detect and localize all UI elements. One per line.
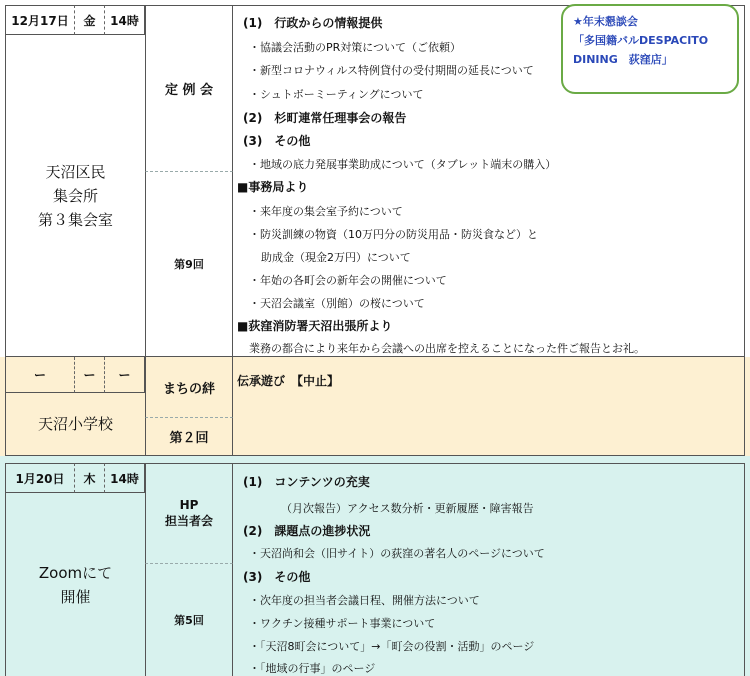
content-line: ・協議会活動のPR対策について（ご依頼） bbox=[249, 41, 462, 54]
content-line: (2) 杉町連常任理事会の報告 bbox=[243, 111, 407, 125]
row2-time: ー bbox=[105, 357, 145, 393]
content-line: 助成金（現金2万円）について bbox=[261, 251, 411, 264]
row3-meeting-number: 第5回 bbox=[145, 563, 233, 676]
note-line: 「多国籍バルDESPACITO bbox=[573, 34, 709, 47]
row2-meeting-number: 第２回 bbox=[145, 417, 233, 456]
content-line: ■荻窪消防署天沼出張所より bbox=[237, 319, 393, 333]
venue-line: 開催 bbox=[60, 587, 91, 606]
content-line: ・ワクチン接種サポート事業について bbox=[249, 617, 436, 630]
row3-meeting-type bbox=[145, 463, 233, 563]
venue-line: Zoomにて bbox=[38, 563, 113, 582]
content-line: ■事務局より bbox=[237, 180, 309, 194]
content-line: ・防災訓練の物資（10万円分の防災用品・防災食など）と bbox=[249, 228, 538, 241]
row2-meeting-type: まちの絆 bbox=[145, 357, 233, 417]
content-line: (3) その他 bbox=[243, 134, 311, 148]
content-line: ・天沼尚和会（旧サイト）の荻窪の著名人のページについて bbox=[249, 547, 545, 560]
venue-line: 集会所 bbox=[52, 186, 98, 205]
content-line: (3) その他 bbox=[243, 570, 311, 584]
content-line: 伝承遊び 【中止】 bbox=[237, 374, 340, 388]
content-line: (2) 課題点の進捗状況 bbox=[243, 524, 371, 538]
venue-line: 天沼区民 bbox=[45, 162, 106, 181]
venue-line: 第３集会室 bbox=[37, 210, 113, 229]
row2-content bbox=[233, 357, 745, 456]
note-line: DINING 荻窪店」 bbox=[573, 53, 673, 66]
content-line: ・「天沼8町会について」→「町会の役割・活動」のページ bbox=[249, 640, 535, 653]
meeting-line: HP bbox=[179, 498, 199, 512]
content-line: ・新型コロナウィルス特例貸付の受付期間の延長について bbox=[249, 64, 534, 77]
row1-meeting-number: 第9回 bbox=[145, 171, 233, 357]
row2-date: ー bbox=[5, 357, 75, 393]
content-line: (1) 行政からの情報提供 bbox=[243, 16, 383, 30]
row2-venue: 天沼小学校 bbox=[5, 393, 145, 456]
content-line: ・来年度の集会室予約について bbox=[249, 205, 403, 218]
content-line: ・天沼会議室（別館）の桜について bbox=[249, 297, 425, 310]
year-end-party-note bbox=[561, 4, 739, 94]
row1-time: 14時 bbox=[105, 5, 145, 35]
row1-meeting-type: 定 例 会 bbox=[145, 5, 233, 171]
content-line: (1) コンテンツの充実 bbox=[243, 475, 370, 489]
content-line: ・地域の底力発展事業助成について（タブレット端末の購入） bbox=[249, 158, 557, 171]
content-line: 業務の都合により来年から会議への出席を控えることになった件ご報告とお礼。 bbox=[249, 342, 645, 355]
meeting-line: 担当者会 bbox=[164, 514, 213, 528]
content-line: （月次報告）アクセス数分析・更新履歴・障害報告 bbox=[281, 502, 534, 515]
row3-date: 1月20日 bbox=[5, 463, 75, 493]
content-line: ・「地域の行事」のページ bbox=[249, 662, 376, 675]
row3-time: 14時 bbox=[105, 463, 145, 493]
content-line: ・次年度の担当者会議日程、開催方法について bbox=[249, 594, 480, 607]
row3-weekday: 木 bbox=[75, 463, 105, 493]
content-line: ・シュトボーミーティングについて bbox=[249, 88, 424, 101]
row3-venue bbox=[5, 493, 145, 676]
row3-content bbox=[233, 463, 745, 676]
row2-weekday: ー bbox=[75, 357, 105, 393]
row1-date: 12月17日 bbox=[5, 5, 75, 35]
note-line: ★年末懇談会 bbox=[573, 15, 638, 28]
content-line: ・年始の各町会の新年会の開催について bbox=[249, 274, 447, 287]
row1-venue bbox=[5, 35, 145, 357]
row1-weekday: 金 bbox=[75, 5, 105, 35]
